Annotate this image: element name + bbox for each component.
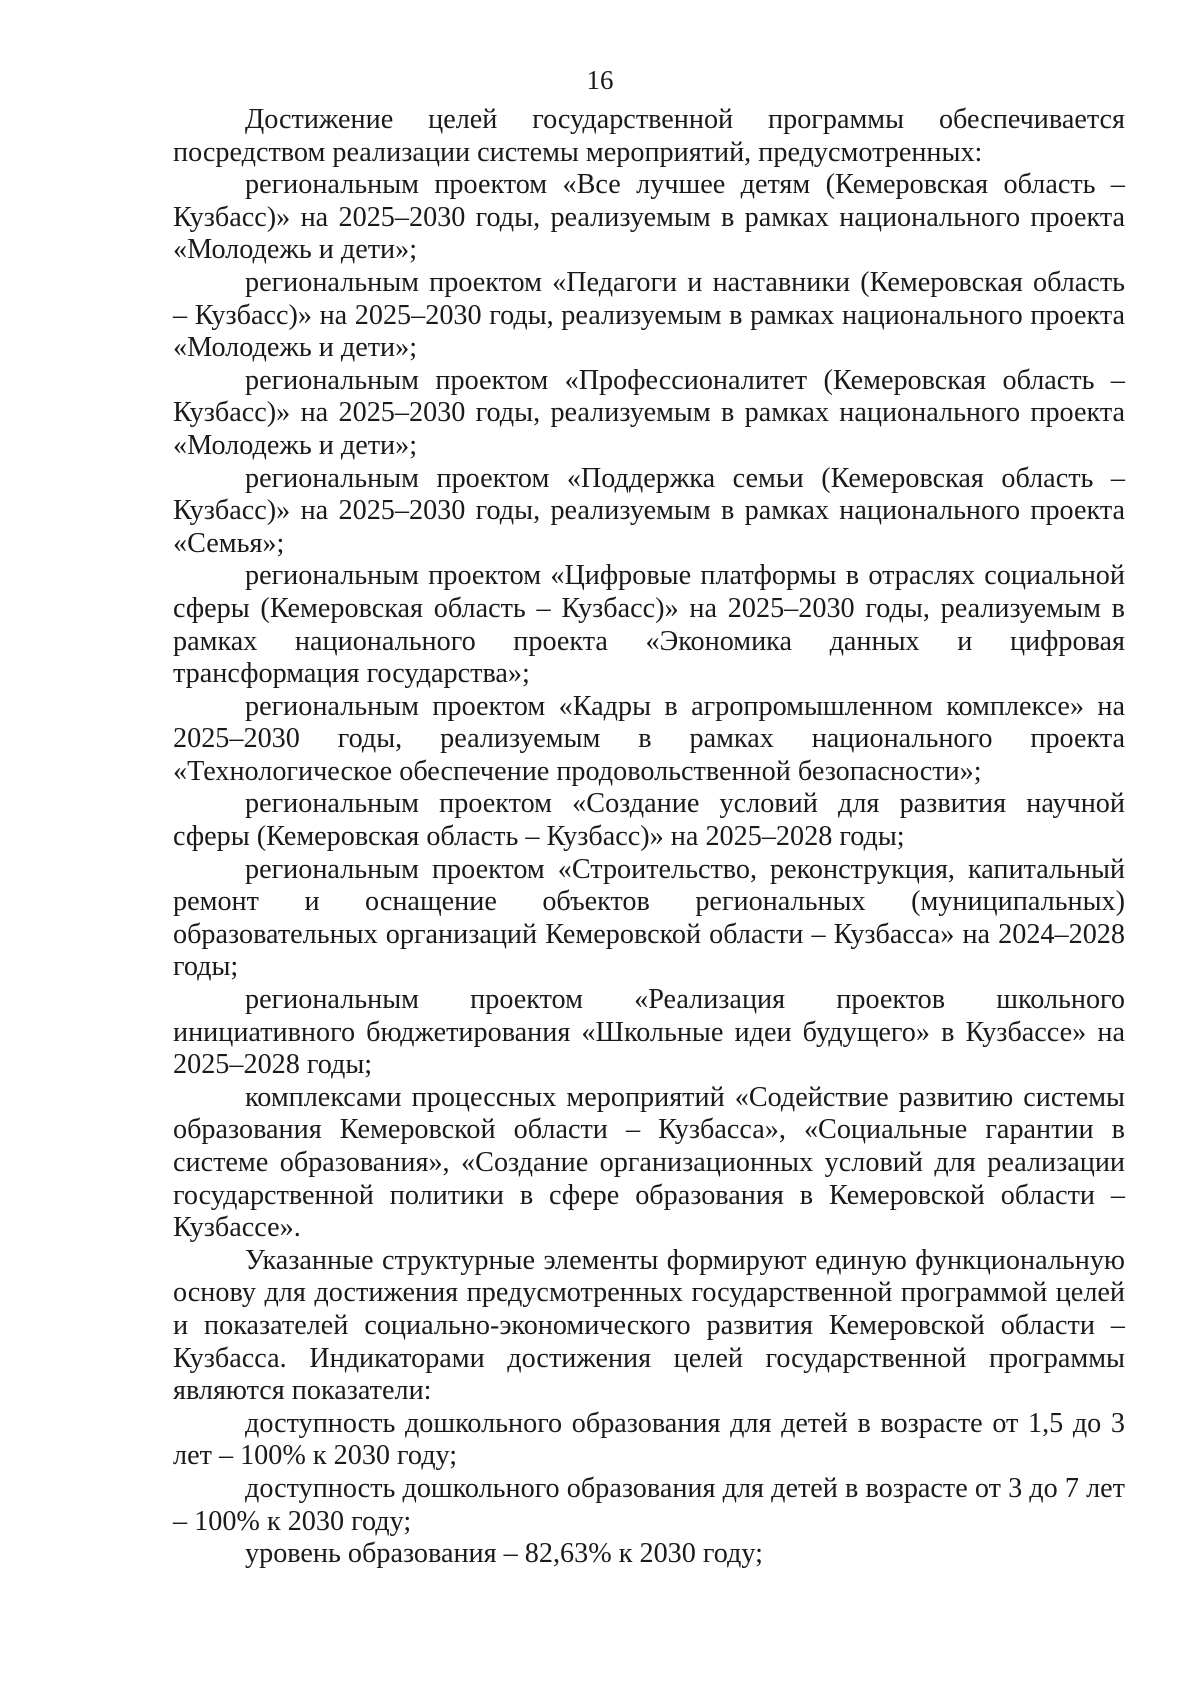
page-number: 16 <box>586 65 614 95</box>
paragraph-project-construction: региональным проектом «Строительство, реконструкция, капитальный ремонт и оснащение объектов региональных (муниципальных) образовательных организаций Кемеровской области – Кузбасса» на 2024–2028 годы; <box>173 853 1125 983</box>
paragraph-project-school-budgeting: региональным проектом «Реализация проектов школьного инициативного бюджетирования «Школьные идеи будущего» в Кузбассе» на 2025–2028 годы; <box>173 984 1125 1081</box>
paragraph-indicator-preschool-3-7: доступность дошкольного образования для детей в возрасте от 3 до 7 лет – 100% к 2030 году; <box>173 1472 1125 1537</box>
paragraph-project-best-for-children: региональным проектом «Все лучшее детям (Кемеровская область – Кузбасс)» на 2025–2030 годы, реализуемым в рамках национального проекта «Молодежь и дети»; <box>173 169 1125 266</box>
paragraph-project-digital-platforms: региональным проектом «Цифровые платформы в отраслях социальной сферы (Кемеровская область – Кузбасс)» на 2025–2030 годы, реализуемым в рамках национального проекта «Экономика данных и цифровая трансформация государства»; <box>173 560 1125 690</box>
paragraph-structural-elements: Указанные структурные элементы формируют единую функциональную основу для достижения предусмотренных государственной программой целей и показателей социально-экономического развития Кемеровской области – Кузбасса. Индикаторами достижения целей государственной программы являются показатели: <box>173 1244 1125 1407</box>
paragraph-project-family-support: региональным проектом «Поддержка семьи (Кемеровская область – Кузбасс)» на 2025–2030 годы, реализуемым в рамках национального проекта «Семья»; <box>173 462 1125 559</box>
paragraph-project-science-conditions: региональным проектом «Создание условий для развития научной сферы (Кемеровская область – Кузбасс)» на 2025–2028 годы; <box>173 788 1125 853</box>
paragraph-intro: Достижение целей государственной программы обеспечивается посредством реализации системы мероприятий, предусмотренных: <box>173 104 1125 168</box>
paragraph-indicator-preschool-1-5-3: доступность дошкольного образования для детей в возрасте от 1,5 до 3 лет – 100% к 2030 году; <box>173 1407 1125 1472</box>
paragraph-project-teachers-mentors: региональным проектом «Педагоги и наставники (Кемеровская область – Кузбасс)» на 2025–2030 годы, реализуемым в рамках национального проекта «Молодежь и дети»; <box>173 266 1125 364</box>
paragraph-project-professionalitet: региональным проектом «Профессионалитет (Кемеровская область – Кузбасс)» на 2025–2030 годы, реализуемым в рамках национального проекта «Молодежь и дети»; <box>173 364 1125 461</box>
paragraph-indicator-education-level: уровень образования – 82,63% к 2030 году; <box>245 1538 763 1570</box>
paragraph-project-agro-personnel: региональным проектом «Кадры в агропромышленном комплексе» на 2025–2030 годы, реализуемым в рамках национального проекта «Технологическое обеспечение продовольственной безопасности»; <box>173 690 1125 787</box>
document-body <box>173 104 1125 1571</box>
paragraph-process-complexes: комплексами процессных мероприятий «Содействие развитию системы образования Кемеровской области – Кузбасса», «Социальные гарантии в системе образования», «Создание организационных условий для реализации государственной политики в сфере образования в Кемеровской области – Кузбассе». <box>173 1081 1125 1244</box>
